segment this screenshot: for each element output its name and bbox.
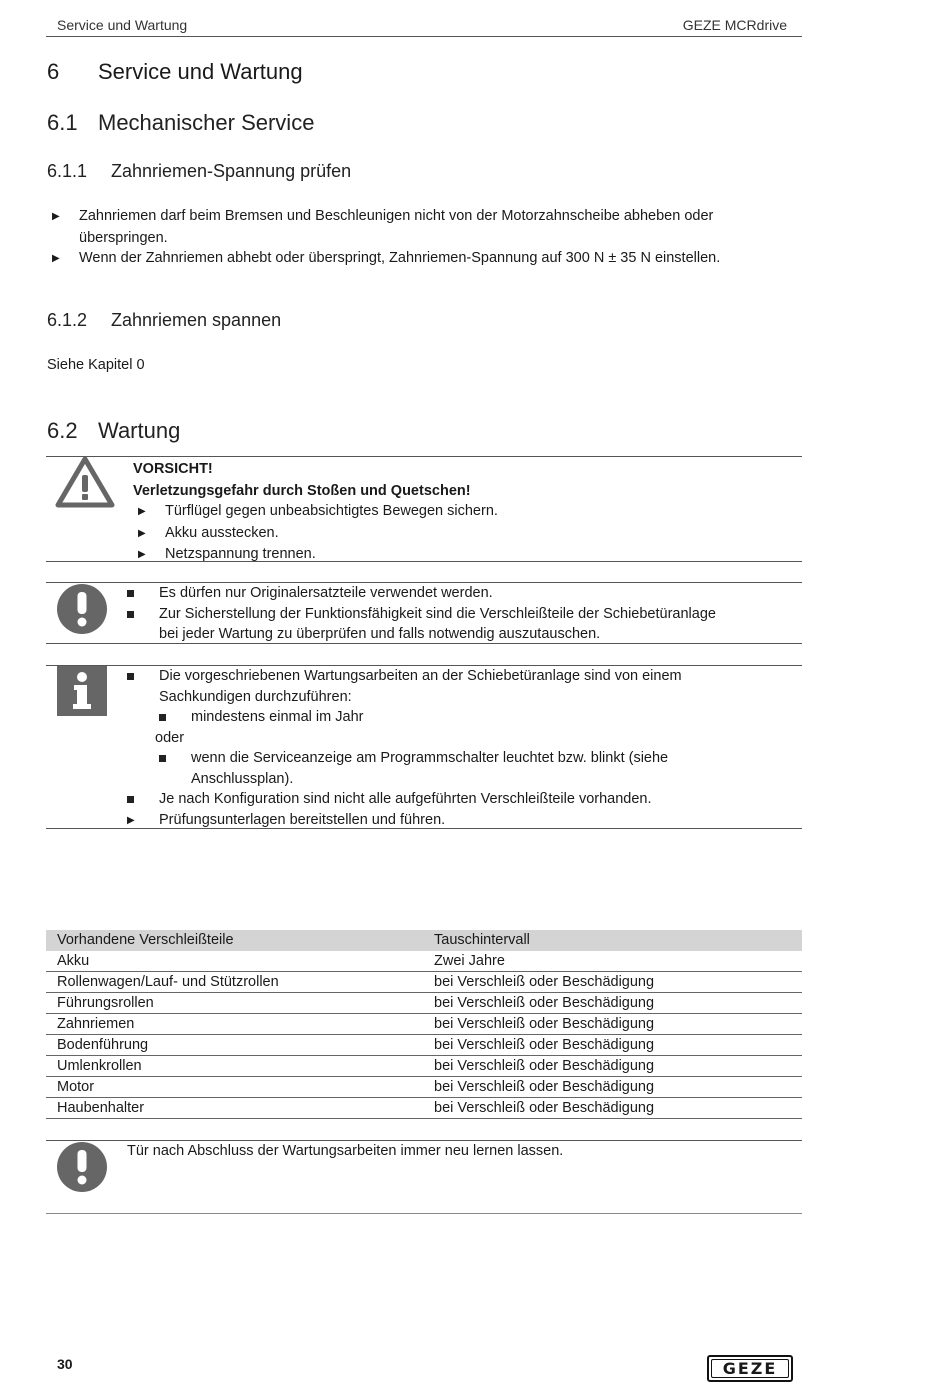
bullet-square-icon	[127, 673, 134, 680]
action-item: ▶ Prüfungsunterlagen bereitstellen und führen.	[127, 810, 797, 832]
heading-6-1-1-number: 6.1.1	[47, 161, 88, 181]
caution-top-rule	[46, 456, 802, 457]
table-header-interval: Tauschintervall	[434, 932, 530, 948]
sub-list-item: mindestens einmal im Jahr	[127, 707, 797, 728]
info-block	[127, 666, 797, 831]
heading-6-1-1-title: Zahnriemen-Spannung prüfen	[111, 161, 352, 181]
list-item: Zur Sicherstellung der Funktionsfähigkeit sind die Verschleißteile der Schiebetüranlage	[127, 604, 716, 625]
or-text: oder	[155, 729, 185, 746]
info-bottom-rule	[46, 828, 802, 829]
action-arrow-icon: ▶	[127, 814, 135, 826]
bullet-square-icon	[159, 755, 166, 762]
table-row: Akku Zwei Jahre	[46, 951, 802, 972]
geze-logo	[707, 1355, 793, 1382]
caution-step: ▶ Akku ausstecken.	[133, 523, 498, 545]
caution-step: ▶ Netzspannung trennen.	[133, 544, 498, 566]
heading-6-2-number: 6.2	[47, 418, 78, 443]
action-arrow-icon: ▶	[52, 211, 60, 222]
table-row: Umlenkrollen bei Verschleiß oder Beschädigung	[46, 1056, 802, 1077]
heading-6-1-1	[47, 161, 351, 182]
heading-6-2-title: Wartung	[98, 418, 181, 443]
bullet-square-icon	[159, 714, 166, 721]
list-item: ▶ Wenn der Zahnriemen abhebt oder überspringt, Zahnriemen-Spannung auf 300 N ± 35 N einstellen.	[47, 248, 720, 270]
geze-logo-text: GEZE	[711, 1359, 789, 1378]
list-item-continuation: Sachkundigen durchzuführen:	[159, 688, 352, 705]
bullet-square-icon	[127, 590, 134, 597]
heading-6-1	[47, 110, 314, 136]
heading-6-1-2-number: 6.1.2	[47, 310, 88, 330]
list-item-continuation: bei jeder Wartung zu überprüfen und falls notwendig auszutauschen.	[159, 626, 601, 642]
table-row: Haubenhalter bei Verschleiß oder Beschädigung	[46, 1098, 802, 1119]
heading-6-1-2-title: Zahnriemen spannen	[111, 310, 282, 330]
heading-6-1-2	[47, 310, 281, 331]
heading-6-2	[47, 418, 180, 444]
belt-check-list	[47, 206, 720, 270]
caution-subtitle: Verletzungsgefahr durch Stoßen und Quetschen!	[133, 482, 471, 499]
exclamation-circle-icon	[56, 1141, 108, 1193]
heading-6-1-title: Mechanischer Service	[98, 110, 315, 135]
list-item: ▶ Zahnriemen darf beim Bremsen und Beschleunigen nicht von der Motorzahnscheibe abheben oder	[47, 206, 720, 228]
relearn-notice-text: Tür nach Abschluss der Wartungsarbeiten immer neu lernen lassen.	[127, 1143, 564, 1159]
action-arrow-icon: ▶	[52, 253, 60, 264]
caution-block	[133, 459, 498, 566]
running-header-right: GEZE MCRdrive	[682, 17, 787, 33]
page-number: 30	[57, 1356, 73, 1372]
table-header-part: Vorhandene Verschleißteile	[57, 932, 234, 948]
header-divider	[46, 36, 802, 37]
table-row: Bodenführung bei Verschleiß oder Beschädigung	[46, 1035, 802, 1056]
see-chapter-text: Siehe Kapitel 0	[47, 357, 145, 373]
action-arrow-icon: ▶	[138, 506, 146, 517]
warning-triangle-icon	[55, 456, 115, 508]
list-item: Die vorgeschriebenen Wartungsarbeiten an der Schiebetüranlage sind von einem	[127, 666, 797, 687]
caution-title: VORSICHT!	[133, 461, 213, 477]
table-row: Führungsrollen bei Verschleiß oder Beschädigung	[46, 993, 802, 1014]
action-arrow-icon: ▶	[138, 527, 146, 539]
heading-6	[47, 59, 303, 85]
sub-list-item-continuation: Anschlussplan).	[191, 770, 294, 787]
action-arrow-icon: ▶	[138, 549, 146, 560]
table-row: Motor bei Verschleiß oder Beschädigung	[46, 1077, 802, 1098]
notice1-list	[127, 583, 716, 645]
heading-6-title: Service und Wartung	[98, 59, 303, 84]
list-item: Es dürfen nur Originalersatzteile verwendet werden.	[127, 583, 716, 604]
table-row: Rollenwagen/Lauf- und Stützrollen bei Verschleiß oder Beschädigung	[46, 972, 802, 993]
notice1-bottom-rule	[46, 643, 802, 644]
sub-list-item: wenn die Serviceanzeige am Programmschalter leuchtet bzw. blinkt (siehe	[127, 748, 797, 769]
heading-6-1-number: 6.1	[47, 110, 78, 135]
exclamation-circle-icon	[56, 583, 108, 635]
info-icon	[57, 666, 107, 716]
list-item: Je nach Konfiguration sind nicht alle aufgeführten Verschleißteile vorhanden.	[127, 789, 797, 810]
bullet-square-icon	[127, 796, 134, 803]
caution-step: ▶ Türflügel gegen unbeabsichtigtes Bewegen sichern.	[133, 501, 498, 523]
list-item-continuation: überspringen.	[79, 229, 168, 246]
table-header-row	[46, 930, 802, 951]
notice2-bottom-rule	[46, 1213, 802, 1214]
heading-6-number: 6	[47, 59, 60, 84]
table-row: Zahnriemen bei Verschleiß oder Beschädigung	[46, 1014, 802, 1035]
running-header-left: Service und Wartung	[57, 17, 188, 33]
caution-bottom-rule	[46, 561, 802, 562]
bullet-square-icon	[127, 611, 134, 618]
